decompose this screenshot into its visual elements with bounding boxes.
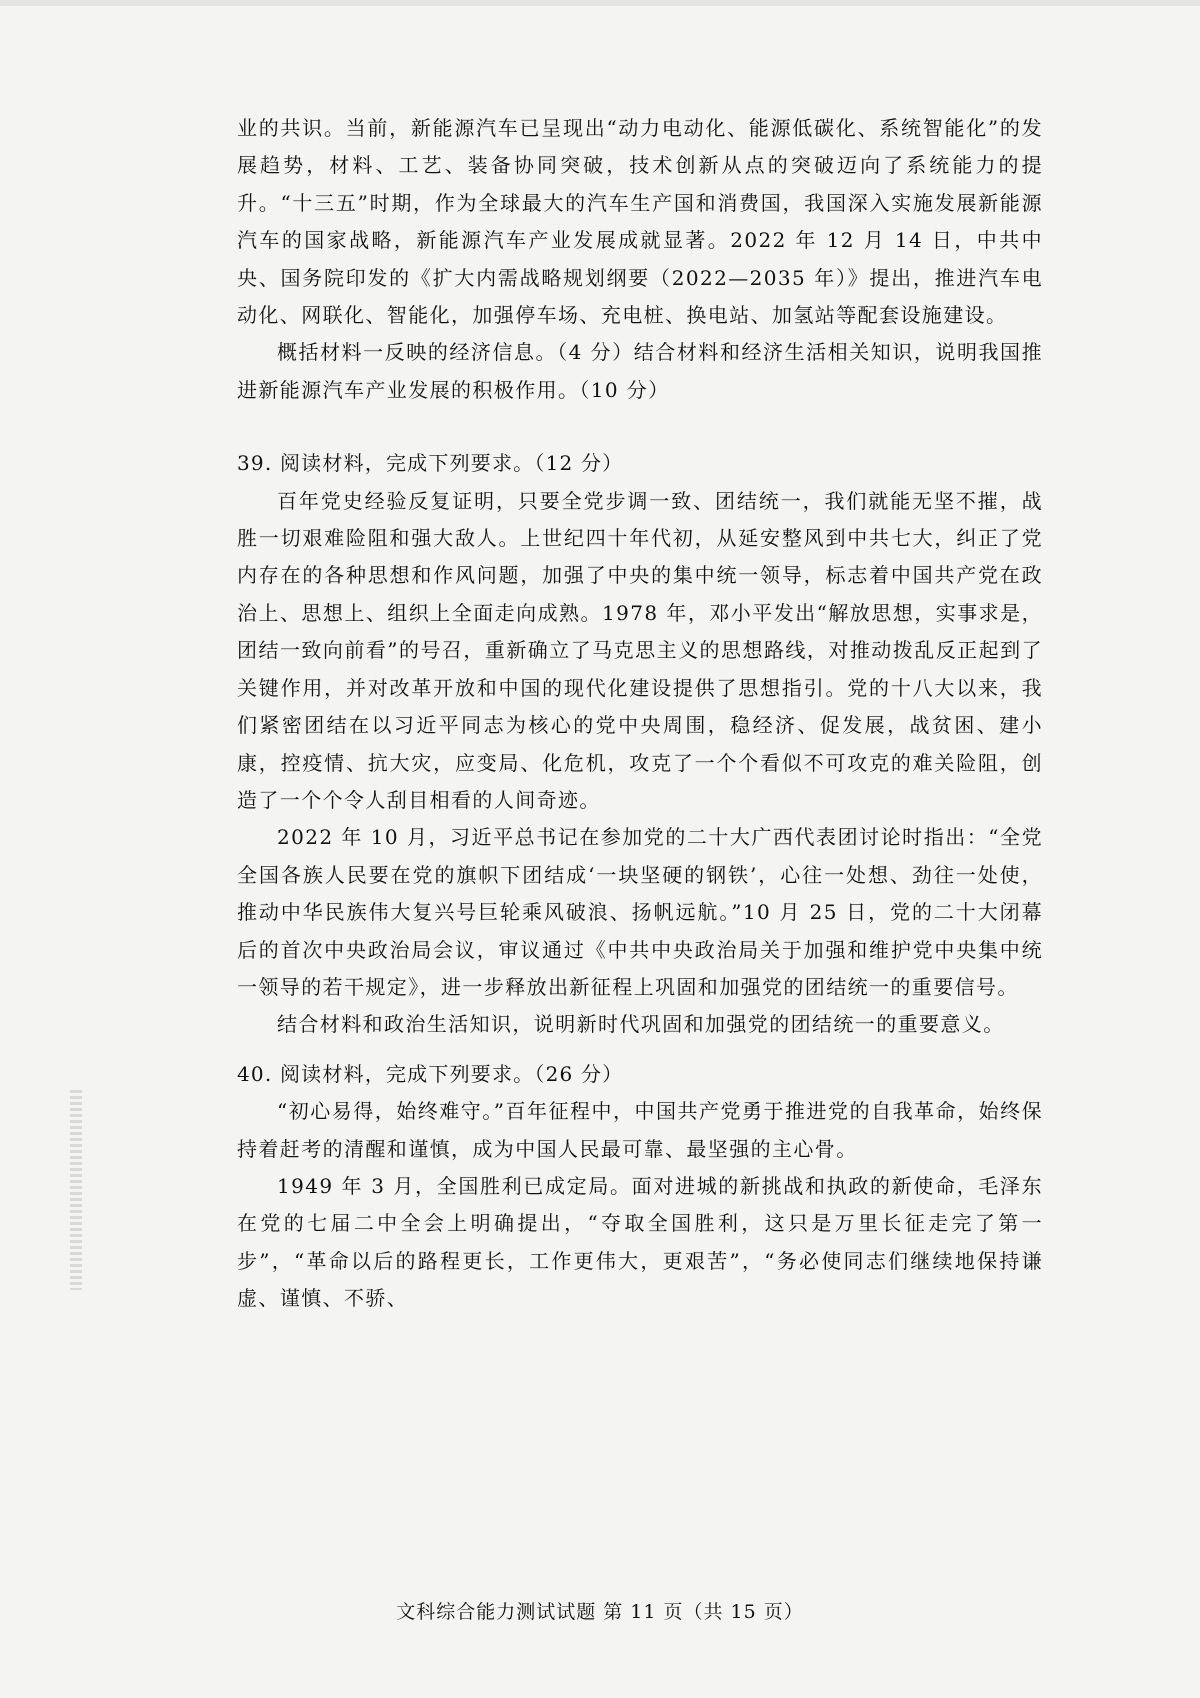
q38-task: 概括材料一反映的经济信息。（4 分）结合材料和经济生活相关知识，说明我国推进新能源汽车产业发展的积极作用。（10 分） [237,340,1043,402]
section-gap [237,409,1043,445]
q39-paragraph-2: 2022 年 10 月，习近平总书记在参加党的二十大广西代表团讨论时指出：“全党全国各族人民要在党的旗帜下团结成‘一块坚硬的钢铁’，心往一处想、劲往一处使，推动中华民族伟大复兴号巨轮乘风破浪、扬帆远航。”10 月 25 日，党的二十大闭幕后的首次中央政治局会议，审议通过《中共中央政治局关于加强和维护党中央集中统一领导的若干规定》，进一步释放出新征程上巩固和加强党的团结统一的重要信号。 [237,825,1043,999]
page-footer: 文科综合能力测试试题 第 11 页（共 15 页） [396,1601,804,1623]
scan-margin-mark [70,1090,82,1290]
q39-title: 39. 阅读材料，完成下列要求。（12 分） [237,451,624,476]
q40-title: 40. 阅读材料，完成下列要求。（26 分） [237,1061,624,1086]
scan-top-edge [0,0,1200,6]
section-gap [237,1044,1043,1056]
q40-paragraph-2: 1949 年 3 月，全国胜利已成定局。面对进城的新挑战和执政的新使命，毛泽东在党的七届二中全会上明确提出，“夺取全国胜利，这只是万里长征走完了第一步”，“革命以后的路程更长，工作更伟大，更艰苦”，“务必使同志们继续地保持谦虚、谨慎、不骄、 [237,1173,1043,1311]
q38-paragraph: 业的共识。当前，新能源汽车已呈现出“动力电动化、能源低碳化、系统智能化”的发展趋势，材料、工艺、装备协同突破，技术创新从点的突破迈向了系统能力的提升。“十三五”时期，作为全球最大的汽车生产国和消费国，我国深入实施发展新能源汽车的国家战略，新能源汽车产业发展成就显著。2022 年 12 月 14 日，中共中央、国务院印发的《扩大内需战略规划纲要（2022—2035 年）》提出，推进汽车电动化、网联化、智能化，加强停车场、充电桩、换电站、加氢站等配套设施建设。 [237,116,1043,328]
q39-task: 结合材料和政治生活知识，说明新时代巩固和加强党的团结统一的重要意义。 [277,1012,1005,1037]
q39-paragraph-1: 百年党史经验反复证明，只要全党步调一致、团结统一，我们就能无坚不摧，战胜一切艰难险阻和强大敌人。上世纪四十年代初，从延安整风到中共七大，纠正了党内存在的各种思想和作风问题，加强了中央的集中统一领导，标志着中国共产党在政治上、思想上、组织上全面走向成熟。1978 年，邓小平发出“解放思想，实事求是，团结一致向前看”的号召，重新确立了马克思主义的思想路线，对推动拨乱反正起到了关键作用，并对改革开放和中国的现代化建设提供了思想指引。党的十八大以来，我们紧密团结在以习近平同志为核心的党中央周围，稳经济、促发展，战贫困、建小康，控疫情、抗大灾，应变局、化危机，攻克了一个个看似不可攻克的难关险阻，创造了一个个令人刮目相看的人间奇迹。 [237,488,1043,812]
page-content [237,110,1043,1318]
q40-paragraph-1: “初心易得，始终难守。”百年征程中，中国共产党勇于推进党的自我革命，始终保持着赶考的清醒和谨慎，成为中国人民最可靠、最坚强的主心骨。 [237,1099,1043,1161]
